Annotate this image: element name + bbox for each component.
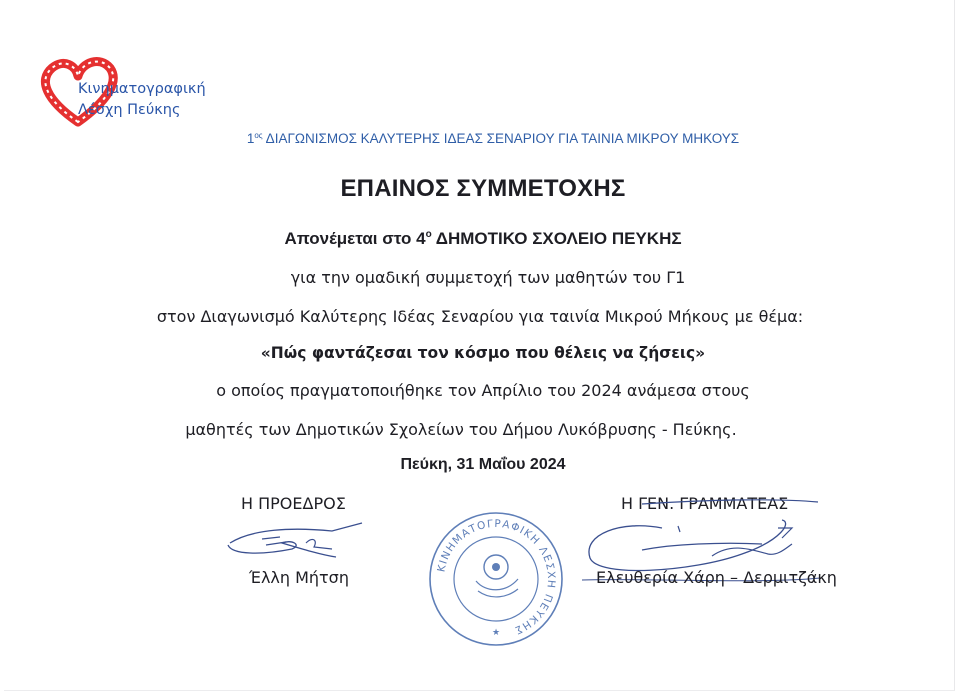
body-line-2: στον Διαγωνισμό Καλύτερης Ιδέας Σεναρίου για ταινία Μικρού Μήκους με θέμα:	[156, 307, 804, 326]
body-line-4: ο οποίος πραγματοποιήθηκε τον Απρίλιο του 2024 ανάμεσα στους	[216, 381, 750, 400]
awarded-prefix: Απονέμεται στο 4	[284, 229, 426, 248]
theme-line: «Πώς φαντάζεσαι τον κόσμο που θέλεις να ζήσεις»	[260, 344, 706, 362]
logo-text-line1: Κινηματογραφική	[78, 81, 206, 97]
awarded-school: ΔΗΜΟΤΙΚΟ ΣΧΟΛΕΙΟ ΠΕΥΚΗΣ	[431, 229, 682, 248]
competition-heading	[13, 131, 960, 146]
certificate-title: ΕΠΑΙΝΟΣ ΣΥΜΜΕΤΟΧΗΣ	[340, 175, 626, 202]
body-line-5: μαθητές των Δημοτικών Σχολείων του Δήμου Λυκόβρυσης - Πεύκης.	[185, 420, 737, 439]
president-title: Η ΠΡΟΕΔΡΟΣ	[241, 494, 346, 513]
secretary-name: Ελευθερία Χάρη – Δερμιτζάκη	[596, 568, 837, 587]
secretary-title: Η ΓΕΝ. ΓΡΑΜΜΑΤΕΑΣ	[621, 494, 789, 513]
awarded-line	[3, 229, 960, 249]
president-signature	[222, 515, 372, 565]
stamp-ring-text: ΚΙΝΗΜΑΤΟΓΡΑΦΙΚΗ ΛΕΣΧΗ ΠΕΥΚΗΣ	[435, 517, 558, 637]
competition-ordinal: 1	[246, 131, 255, 146]
competition-ordinal-suffix: ος	[254, 131, 263, 140]
president-name: Έλλη Μήτση	[249, 568, 349, 587]
awarded-ordinal-suffix: ο	[425, 229, 432, 240]
certificate-date: Πεύκη, 31 Μαΐου 2024	[400, 456, 566, 473]
club-stamp	[426, 509, 566, 649]
stamp-star-icon: ★	[491, 628, 501, 638]
body-line-1: για την ομαδική συμμετοχή των μαθητών του Γ1	[290, 268, 686, 287]
club-logo	[38, 50, 228, 130]
logo-text-line2: Λέσχη Πεύκης	[78, 102, 181, 118]
competition-title: ΔΙΑΓΩΝΙΣΜΟΣ ΚΑΛΥΤΕΡΗΣ ΙΔΕΑΣ ΣΕΝΑΡΙΟΥ ΓΙΑ ΤΑΙΝΙΑ ΜΙΚΡΟΥ ΜΗΚΟΥΣ	[265, 131, 740, 146]
